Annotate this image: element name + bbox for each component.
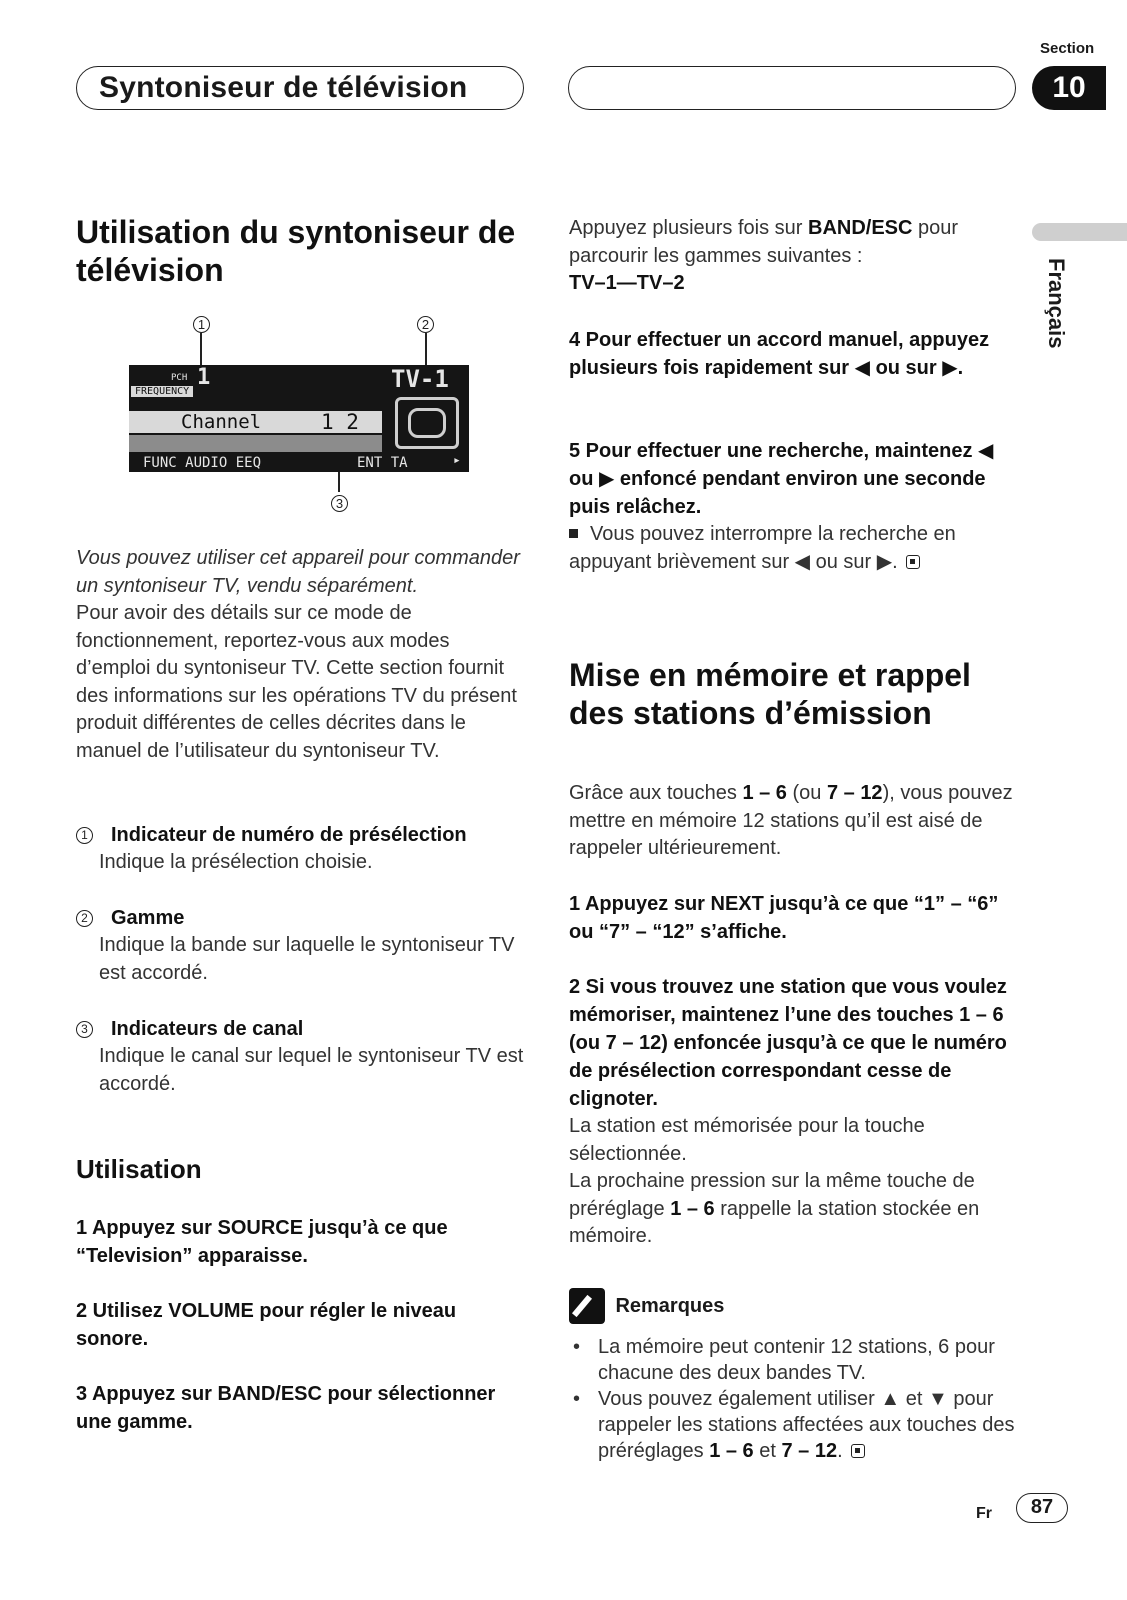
end-mark-icon — [906, 555, 920, 569]
memory-heading-block — [569, 656, 1015, 732]
memory-heading: Mise en mémoire et rappel des stations d’émission — [569, 657, 971, 731]
lcd-display — [129, 365, 469, 472]
callout-3: 3 — [331, 495, 348, 512]
pch-label: PCH — [171, 373, 188, 383]
legend-2-desc: Indique la bande sur laquelle le syntoniseur TV est accordé. — [99, 934, 515, 984]
legend-item-1 — [76, 821, 526, 877]
legend-2-number: 2 — [76, 910, 93, 927]
chapter-title-pill — [76, 66, 524, 110]
step-1: 1 Appuyez sur SOURCE jusqu’à ce que “Television” apparaisse. — [76, 1217, 448, 1267]
left-heading-block — [76, 213, 526, 289]
legend-3-desc: Indique le canal sur lequel le syntoniseur TV est accordé. — [99, 1045, 524, 1095]
section-number: 10 — [1032, 66, 1106, 110]
callout-1: 1 — [193, 316, 210, 333]
blank-header-pill — [568, 66, 1016, 110]
language-tab-marker — [1032, 223, 1127, 241]
display-figure — [129, 313, 474, 513]
legend-1-desc: Indique la présélection choisie. — [99, 851, 373, 873]
memory-step-2-body-1: La station est mémorisée pour la touche sélectionnée. — [569, 1115, 925, 1165]
notes-list — [569, 1334, 1019, 1464]
lower-bar — [129, 435, 382, 452]
note-item-2: • Vous pouvez également utiliser ▲ et ▼ pour rappeler les stations affectées aux touches des préréglages 1 – 6 et 7 – 12. — [569, 1386, 1019, 1464]
legend-2-title: Gamme — [111, 907, 185, 929]
legend-item-2 — [76, 904, 526, 987]
page-heading: Utilisation du syntoniseur de télévision — [76, 214, 516, 288]
note-pencil-icon — [569, 1288, 605, 1324]
legend-3-title: Indicateurs de canal — [111, 1018, 304, 1040]
band-paragraph: Appuyez plusieurs fois sur BAND/ESC pour parcourir les gammes suivantes : TV–1—TV–2 — [569, 217, 959, 294]
legend-3-number: 3 — [76, 1021, 93, 1038]
step-3: 3 Appuyez sur BAND/ESC pour sélectionner une gamme. — [76, 1383, 496, 1433]
callout-2: 2 — [417, 316, 434, 333]
memory-step-1: 1 Appuyez sur NEXT jusqu’à ce que “1” – “6” ou “7” – “12” s’affiche. — [569, 893, 999, 943]
note-item-1: • La mémoire peut contenir 12 stations, 6 pour chacune des deux bandes TV. — [569, 1334, 1019, 1386]
band-sequence: TV–1—TV–2 — [569, 272, 685, 294]
step-2: 2 Utilisez VOLUME pour régler le niveau sonore. — [76, 1300, 457, 1350]
note-bullet-square — [569, 529, 578, 538]
intro-body: Pour avoir des détails sur ce mode de fonctionnement, reportez-vous aux modes d’emploi du syntoniseur TV. Cette section fournit des informations sur les opérations TV du présent produit différentes de celles décrites dans le manuel de l’utilisateur du syntoniseur TV. — [76, 602, 517, 762]
intro-block — [76, 545, 526, 765]
utilisation-block — [76, 1153, 526, 1185]
func-bar: FUNC AUDIO EEQ — [143, 455, 262, 471]
frequency-label: FREQUENCY — [131, 386, 193, 397]
intro-italic: Vous pouvez utiliser cet appareil pour commander un syntoniseur TV, vendu séparément. — [76, 547, 520, 597]
callout-3-leader — [338, 472, 340, 492]
preset-number: 1 — [197, 365, 211, 390]
band-indicator: TV-1 — [391, 365, 449, 393]
step-5: 5 Pour effectuer une recherche, maintenez ◀ ou ▶ enfoncé pendant environ une seconde puis relâchez. Vous pouvez interrompre la recherche en appuyant brièvement sur ◀ ou sur ▶. — [569, 440, 994, 573]
legend-1-number: 1 — [76, 827, 93, 844]
channel-label: Channel — [181, 411, 262, 433]
notes-header — [569, 1288, 1015, 1324]
legend-1-title: Indicateur de numéro de présélection — [111, 824, 467, 846]
notes-title: Remarques — [615, 1294, 725, 1317]
end-mark-icon — [851, 1444, 865, 1458]
ent-ta: ENT TA — [357, 455, 408, 471]
section-label: Section — [1040, 40, 1095, 57]
chapter-title: Syntoniseur de télévision — [99, 71, 468, 104]
legend-item-3 — [76, 1015, 526, 1098]
step-4: 4 Pour effectuer un accord manuel, appuyez plusieurs fois rapidement sur ◀ ou sur ▶. — [569, 329, 990, 379]
language-tab-label: Français — [1044, 258, 1069, 349]
callout-2-leader — [425, 333, 427, 369]
step-5-note: Vous pouvez interrompre la recherche en appuyant brièvement sur ◀ ou sur ▶. — [569, 523, 956, 573]
memory-step-2: 2 Si vous trouvez une station que vous voulez mémoriser, maintenez l’une des touches 1 – 6 (ou 7 – 12) enfoncée jusqu’à ce que le numéro de présélection correspondant cesse de clignoter. La station est mémorisée pour la touche sélectionnée. La prochaine pression sur la même touche de préréglage 1 – 6 rappelle la station stockée en mémoire. — [569, 973, 1015, 1251]
tv-icon — [395, 397, 459, 449]
footer-language-code: Fr — [976, 1505, 992, 1522]
channel-value: 1 2 — [321, 410, 359, 434]
memory-intro: Grâce aux touches 1 – 6 (ou 7 – 12), vous pouvez mettre en mémoire 12 stations qu’il est aisé de rappeler ultérieurement. — [569, 782, 1013, 859]
right-arrow-icon: ▸ — [453, 453, 461, 468]
utilisation-heading: Utilisation — [76, 1154, 202, 1184]
page-number: 87 — [1016, 1493, 1068, 1523]
